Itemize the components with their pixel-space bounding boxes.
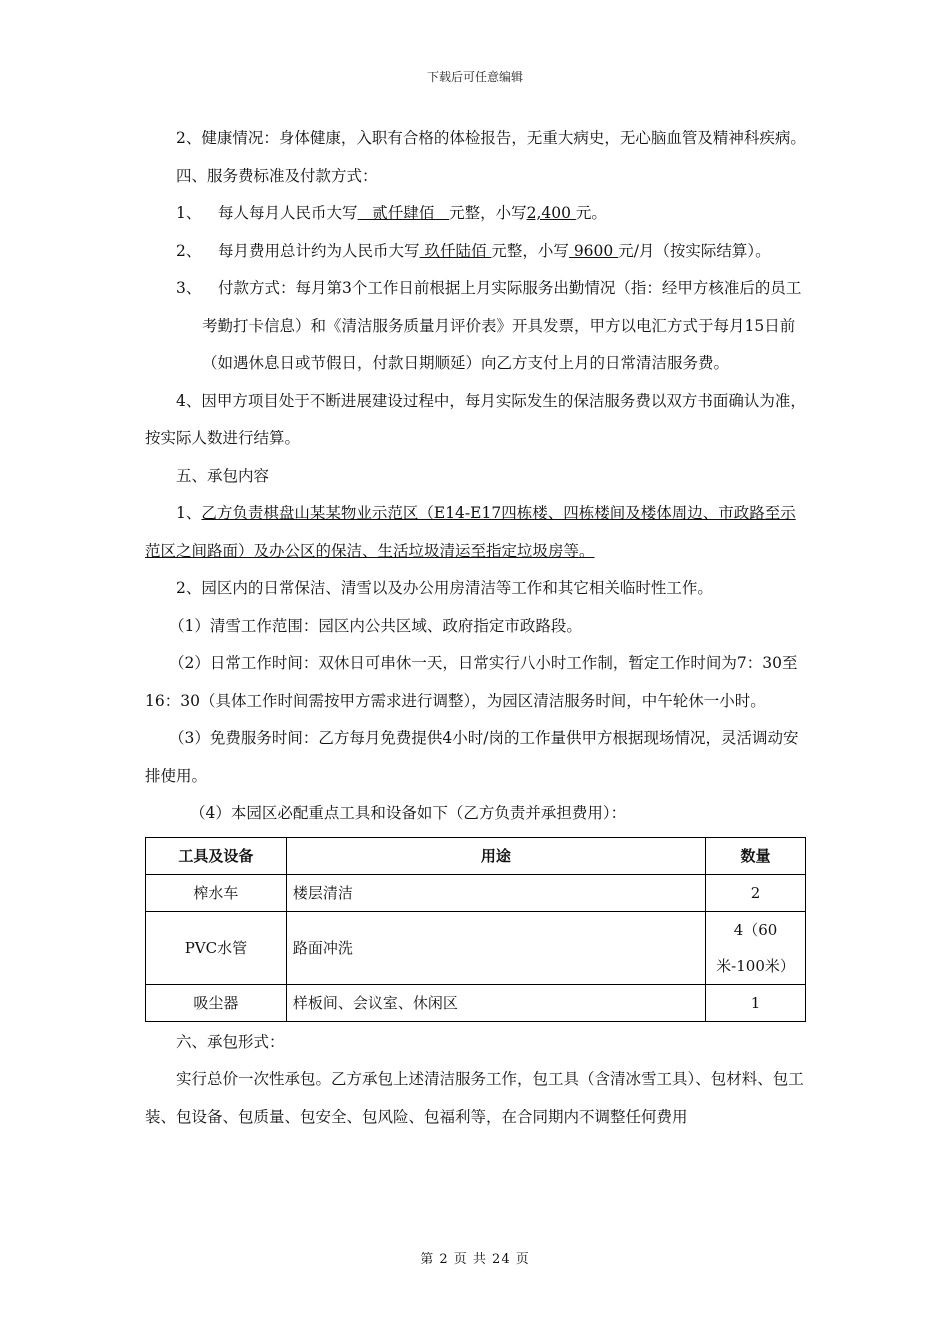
table-cell-use: 楼层清洁 — [286, 874, 705, 911]
equipment-table — [145, 837, 806, 1022]
scope-item-1 — [145, 495, 807, 570]
fee-item-2-figure: 9600 — [568, 241, 619, 260]
fee-item-2-post: 元/月（按实际结算）。 — [618, 241, 771, 260]
table-cell-tool: 吸尘器 — [146, 984, 287, 1021]
section-5-title: 五、承包内容 — [176, 466, 270, 485]
fee-item-1-capital: 贰仟肆佰 — [357, 204, 450, 222]
table-cell-use: 样板间、会议室、休闲区 — [286, 984, 705, 1021]
scope-item-2-3: （3）免费服务时间：乙方每月免费提供4小时/岗的工作量供甲方根据现场情况，灵活调动安排使用。 — [145, 729, 799, 785]
table-cell-qty: 1 — [706, 984, 806, 1021]
table-header-qty: 数量 — [706, 837, 806, 874]
table-row — [146, 984, 806, 1021]
table-cell-use: 路面冲洗 — [286, 911, 705, 984]
section-4-title: 四、服务费标准及付款方式： — [176, 166, 378, 185]
table-header-tool: 工具及设备 — [146, 837, 287, 874]
scope-item-2-2: （2）日常工作时间：双休日可串休一天，日常实行八小时工作制，暂定工作时间为7：30至16：30（具体工作时间需按甲方需求进行调整），为园区清洁服务时间，中午轮休一小时。 — [145, 654, 798, 710]
section-6-title: 六、承包形式： — [176, 1032, 285, 1051]
table-row — [146, 874, 806, 911]
table-cell-qty: 2 — [706, 874, 806, 911]
page-number: 第 2 页 共 24 页 — [420, 1252, 530, 1267]
fee-item-3 — [145, 270, 807, 383]
table-cell-qty: 4（60米-100米） — [706, 911, 806, 984]
document-body — [145, 120, 807, 1136]
fee-item-2 — [145, 233, 807, 271]
fee-item-2-mid: 元整，小写 — [491, 241, 569, 260]
fee-item-1-mid: 元整，小写 — [449, 204, 527, 222]
fee-item-1-post: 元。 — [575, 204, 607, 222]
table-row — [146, 911, 806, 984]
scope-item-2-1: （1）清雪工作范围：园区内公共区域、政府指定市政路段。 — [169, 616, 582, 635]
fee-item-3-num: 3、 — [176, 279, 202, 297]
fee-item-4: 4、因甲方项目处于不断进展建设过程中，每月实际发生的保洁服务费以双方书面确认为准，按实际人数进行结算。 — [145, 391, 806, 447]
scope-item-1-num: 1、 — [176, 504, 202, 522]
table-header-row — [146, 837, 806, 874]
scope-item-1-text: 乙方负责棋盘山某某物业示范区（E14-E17四栋楼、四栋楼间及楼体周边、市政路至示范区之间路面）及办公区的保洁、生活垃圾清运至指定垃圾房等。 — [145, 504, 796, 560]
fee-item-2-capital: 玖仟陆佰 — [419, 241, 492, 260]
scope-item-2: 2、园区内的日常保洁、清雪以及办公用房清洁等工作和其它相关临时性工作。 — [176, 579, 713, 597]
contract-form-text: 实行总价一次性承包。乙方承包上述清洁服务工作，包工具（含清冰雪工具）、包材料、包工装、包设备、包质量、包安全、包风险、包福利等，在合同期内不调整任何费用 — [145, 1070, 804, 1126]
fee-item-1-figure: 2,400 — [526, 204, 576, 222]
scope-item-2-4: （4）本园区必配重点工具和设备如下（乙方负责并承担费用）： — [190, 804, 627, 822]
table-cell-tool: 榨水车 — [146, 874, 287, 911]
fee-item-1-pre: 每人每月人民币大写 — [218, 204, 358, 222]
health-paragraph: 2、健康情况：身体健康，入职有合格的体检报告，无重大病史，无心脑血管及精神科疾病。 — [176, 129, 806, 147]
table-cell-tool: PVC水管 — [146, 911, 287, 984]
fee-item-2-pre: 每月费用总计约为人民币大写 — [218, 241, 420, 260]
table-header-use: 用途 — [286, 837, 705, 874]
fee-item-1 — [145, 195, 807, 233]
fee-item-3-text: 付款方式：每月第3个工作日前根据上月实际服务出勤情况（指：经甲方核准后的员工考勤打卡信息）和《清洁服务质量月评价表》开具发票，甲方以电汇方式于每月15日前（如遇休息日或节假日，付款日期顺延）向乙方支付上月的日常清洁服务费。 — [202, 279, 802, 372]
fee-item-2-num: 2、 — [176, 241, 202, 260]
page-header: 下载后可任意编辑 — [426, 70, 523, 84]
fee-item-1-num: 1、 — [176, 204, 202, 222]
